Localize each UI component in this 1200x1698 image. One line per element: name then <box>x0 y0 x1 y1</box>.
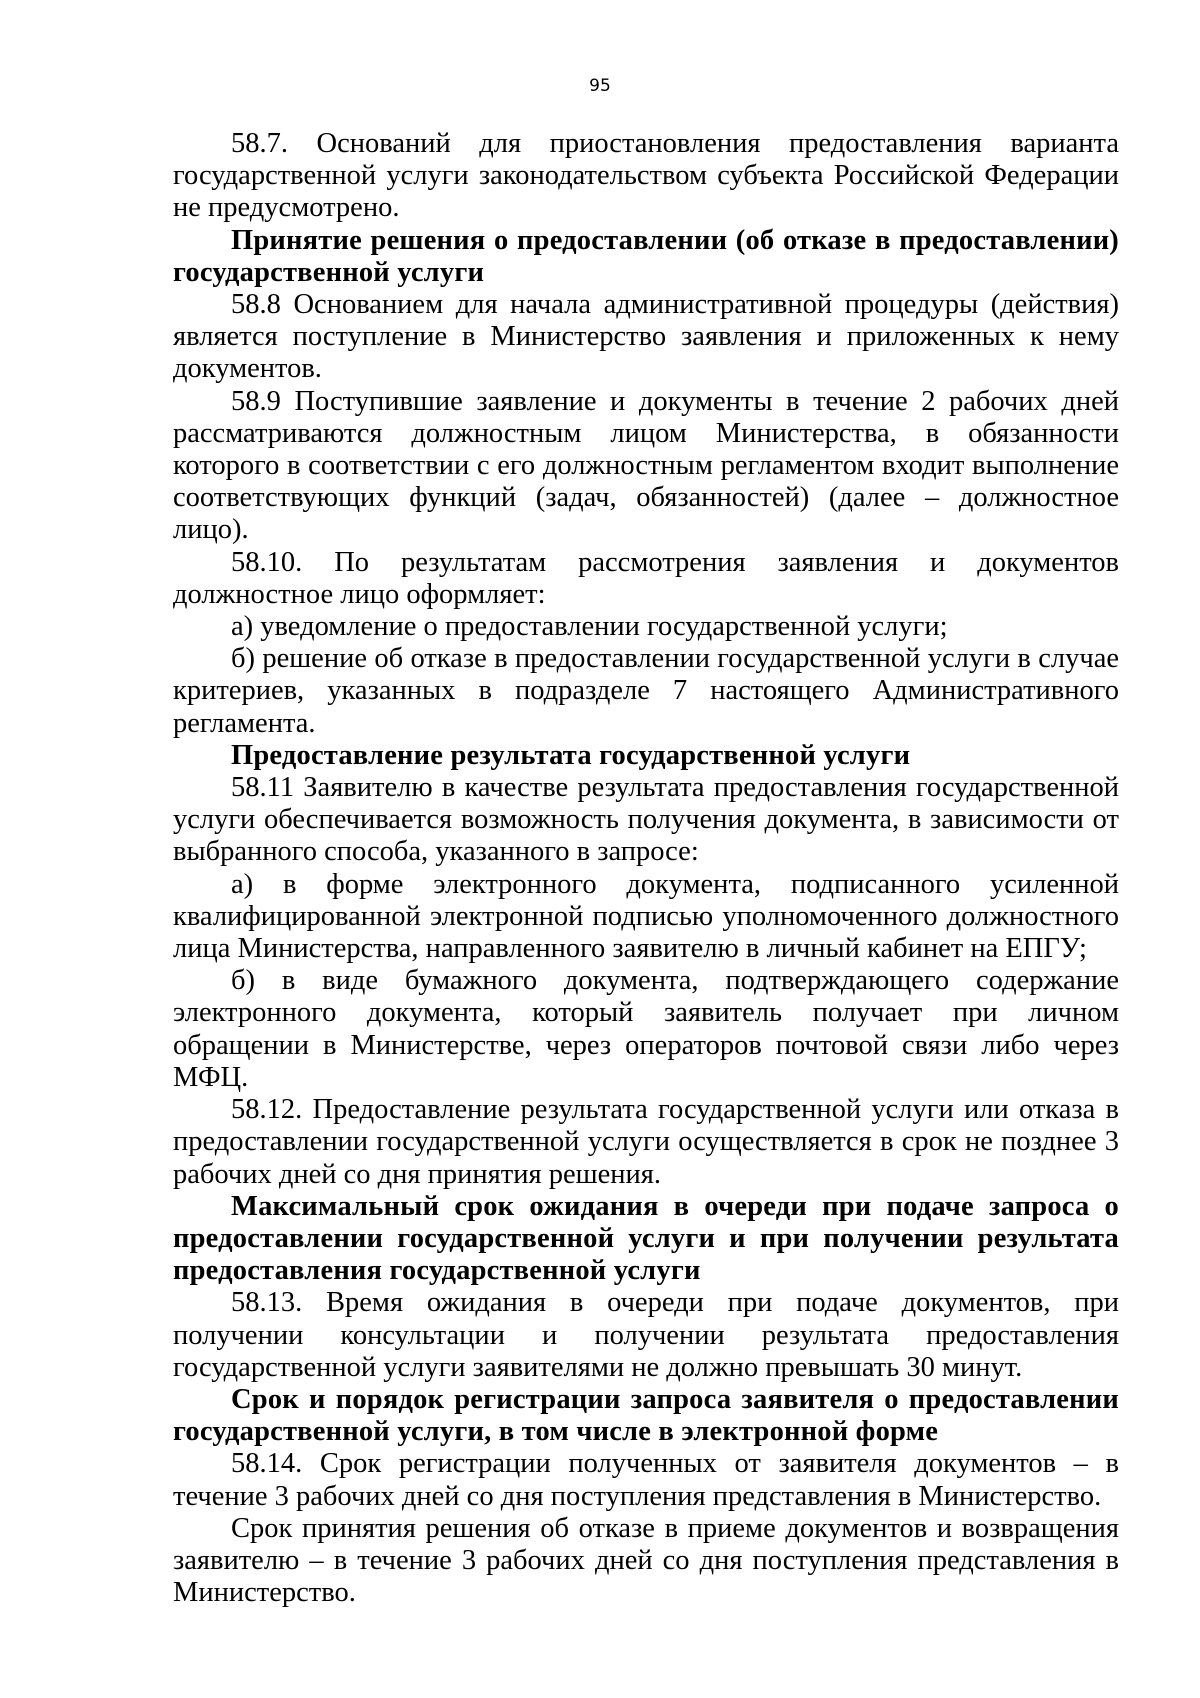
paragraph-58-12: 58.12. Предоставление результата государственной услуги или отказа в предоставлении государственной услуги осуществляется в срок не позднее 3 рабочих дней со дня принятия решения. <box>173 1094 1119 1190</box>
list-item-b-refusal: б) решение об отказе в предоставлении государственной услуги в случае критериев, указанных в подразделе 7 настоящего Административного регламента. <box>173 643 1119 739</box>
paragraph-58-11: 58.11 Заявителю в качестве результата предоставления государственной услуги обеспечивается возможность получения документа, в зависимости от выбранного способа, указанного в запросе: <box>173 772 1119 868</box>
section-heading-queue-time: Максимальный срок ожидания в очереди при подаче запроса о предоставлении государственной услуги и при получении результата предоставления государственной услуги <box>173 1190 1119 1287</box>
paragraph-58-10: 58.10. По результатам рассмотрения заявления и документов должностное лицо оформляет: <box>173 546 1119 610</box>
list-item-a-notification: а) уведомление о предоставлении государственной услуги; <box>231 611 948 643</box>
page-number: 95 <box>589 76 611 96</box>
list-item-a-electronic: а) в форме электронного документа, подписанного усиленной квалифицированной электронной подписью уполномоченного должностного лица Министерства, направленного заявителю в личный кабинет на ЕПГУ; <box>173 868 1119 965</box>
document-body <box>173 128 1119 1609</box>
paragraph-58-14: 58.14. Срок регистрации полученных от заявителя документов – в течение 3 рабочих дней со дня поступления представления в Министерство. <box>173 1448 1119 1512</box>
section-heading-registration: Срок и порядок регистрации запроса заявителя о предоставлении государственной услуги, в том числе в электронной форме <box>173 1383 1119 1448</box>
list-item-b-paper: б) в виде бумажного документа, подтверждающего содержание электронного документа, который заявитель получает при личном обращении в Министерстве, через операторов почтовой связи либо через МФЦ. <box>173 965 1119 1093</box>
paragraph-58-9: 58.9 Поступившие заявление и документы в течение 2 рабочих дней рассматриваются должностным лицом Министерства, в обязанности которого в соответствии с его должностным регламентом входит выполнение соответствующих функций (задач, обязанностей) (далее – должностное лицо). <box>173 385 1119 546</box>
section-heading-decision: Принятие решения о предоставлении (об отказе в предоставлении) государственной услуги <box>173 224 1119 288</box>
paragraph-refusal-term: Срок принятия решения об отказе в приеме документов и возвращения заявителю – в течение 3 рабочих дней со дня поступления представления в Министерство. <box>173 1512 1119 1609</box>
paragraph-58-8: 58.8 Основанием для начала административной процедуры (действия) является поступление в Министерство заявления и приложенных к нему документов. <box>173 289 1119 385</box>
paragraph-58-13: 58.13. Время ожидания в очереди при подаче документов, при получении консультации и получении результата предоставления государственной услуги заявителями не должно превышать 30 минут. <box>173 1287 1119 1383</box>
section-heading-result: Предоставление результата государственной услуги <box>231 739 911 771</box>
paragraph-58-7: 58.7. Оснований для приостановления предоставления варианта государственной услуги законодательством субъекта Российской Федерации не предусмотрено. <box>173 128 1119 224</box>
